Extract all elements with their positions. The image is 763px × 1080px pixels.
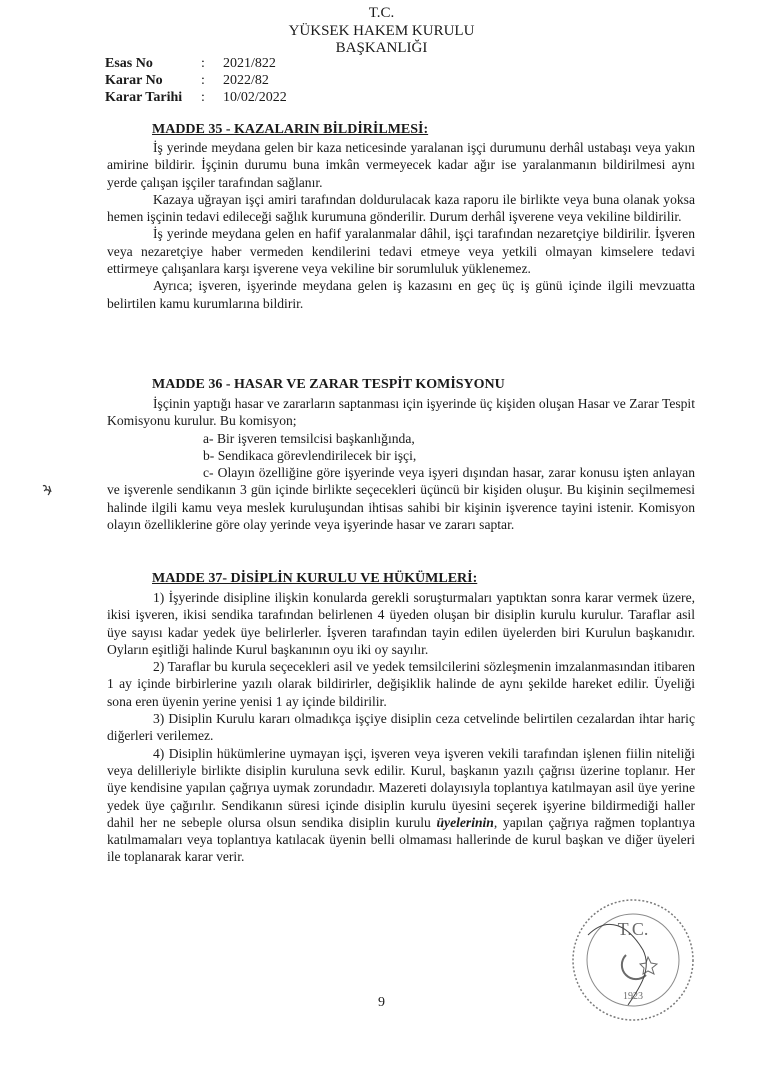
header-department: BAŞKANLIĞI [335,40,428,56]
stamp-text-tc: T.C. [617,919,649,939]
article-35-paragraph-1: İş yerinde meydana gelen bir kaza neticesinde yaralanan işçi durumunu derhâl ustabaşı veya yakın amirine bildirir. İşçinin durumu buna imkân vermeyecek kadar ağır ise yaralanmanın bildirilmesi aynı yerde çalışan işçiler tarafından sağlanır. [107,140,695,190]
decision-date-row: Karar Tarihi : 10/02/2022 [105,90,287,105]
article-37-paragraph-1: 1) İşyerinde disipline ilişkin konularda gerekli soruşturmaları yaptıktan sonra karar vermek üzere, ikisi işveren, ikisi sendika tarafından belirlenen 4 üyeden oluşan bir disiplin kurulu kurulur. Taraflar asil üye sayısı kadar yedek üye belirlerler. İşveren tarafından tayin edilen üyelerden biri Kurulun başkanıdır. Oyların eşitliği halinde Kurul başkanının oyu iki oy sayılır. [107,590,695,657]
article-37-paragraph-4-part-1: 4) Disiplin hükümlerine uymayan işçi, işveren veya işveren vekili tarafından işlenen fiilin niteliği veya delilleriyle birlikte disiplin kuruluna sevk edilir. Kurul, başkanın yazılı çağrısı üzerine toplanır. Her üye kendisine yapılan çağrıya uymak zorundadır. Mazereti dolayısıyla toplantıya katılmayan asil üye yerine yedek üye çağırılır. Sendikanın süresi içinde disiplin kurulu üyesini seçerek işyerine bildirmediği haller dahil her ne sebeple olursa olsun sendika disiplin kurulu [107,745,695,830]
article-36-title: MADDE 36 - HASAR VE ZARAR TESPİT KOMİSYONU [152,377,505,392]
article-37-paragraph-4-part-2: , yapılan çağrıya rağmen toplantıya katılmamaları veya toplantıya katılacak üyenin belli olmaması hallerinde de kurul başkan ve diğer üyeleri ile toplanarak karar verir. [107,814,696,865]
article-35-paragraph-3: İş yerinde meydana gelen en hafif yaralanmalar dâhil, işçi tarafından nezaretçiye bildirilir. İşveren veya nezaretçiye haber vermeden kendilerini tedavi etmeye veya yetkili olmayan kimselere tedavi ettirmeye çalışanlara karşı işverene veya vekiline bir sorumluluk yüklenemez. [107,226,695,277]
article-35-paragraph-4: Ayrıca; işveren, işyerinde meydana gelen iş kazasını en geç üç iş günü içinde ilgili mevzuatta belirtilen kamu kurumlarına bildirir. [107,278,695,311]
decision-number-value: 2022/82 [223,73,269,88]
article-36-paragraph-1: İşçinin yaptığı hasar ve zararların saptanması için işyerinde üç kişiden oluşan Hasar ve Zarar Tespit Komisyonu kurulur. Bu komisyon; [107,396,695,429]
header-tc: T.C. [368,5,395,21]
article-37-paragraph-3: 3) Disiplin Kurulu kararı olmadıkça işçiye disiplin ceza cetvelinde belirtilen cezalardan ihtar hariç diğerleri verilemez. [107,711,695,744]
article-37-paragraph-4 [107,745,695,866]
article-37-body [107,589,695,866]
decision-number-label: Karar No [105,73,163,88]
case-number-value: 2021/822 [223,56,276,71]
article-37-paragraph-2: 2) Taraflar bu kurula seçecekleri asil ve yedek temsilcilerini sözleşmenin imzalanmasından itibaren 1 ay içinde birbirlerine yazılı olarak bildirirler, değişiklik halinde de aynı şekilde hareket edilir. Üyeliği sona eren üyenin yerine yenisi 1 ay içinde bildirilir. [107,659,695,709]
article-37-emphasis: üyelerinin [436,814,494,830]
article-36-item-a: a- Bir işveren temsilcisi başkanlığında, [203,430,415,446]
case-number-row: Esas No : 2021/822 [105,56,276,71]
article-35-title: MADDE 35 - KAZALARIN BİLDİRİLMESİ: [152,122,429,137]
decision-number-row: Karar No : 2022/82 [105,73,269,88]
article-35-body [107,139,695,312]
article-36-body [107,395,695,533]
header-institution: YÜKSEK HAKEM KURULU [288,23,475,39]
decision-date-label: Karar Tarihi [105,90,183,105]
case-number-label: Esas No [105,56,153,71]
margin-initial-mark [40,483,54,497]
article-37-title: MADDE 37- DİSİPLİN KURULU VE HÜKÜMLERİ: [152,571,478,586]
article-36-item-b: b- Sendikaca görevlendirilecek bir işçi, [203,447,417,463]
page-number: 9 [378,995,385,1010]
decision-date-value: 10/02/2022 [223,90,287,105]
article-36-item-c: c- Olayın özelliğine göre işyerinde veya işyeri dışından hasar, zarar konusu işten anlayan ve işverenle sendikanın 3 gün içinde birlikte seçecekleri üçüncü bir kişiden oluşur. Bu kişinin seçilmemesi halinde ilgili kamu veya meslek kuruluşundan ihtisas sahibi bir kişinin işverence tayini istenir. Komisyon olayın özelliklerine göre olay yerinde veya işyerinde hasar ve zararı saptar. [107,465,695,533]
stamp-year: 1923 [623,991,643,1002]
article-35-paragraph-2: Kazaya uğrayan işçi amiri tarafından doldurulacak kaza raporu ile birlikte veya buna olanak yoksa hemen işçinin tedavi edileceği sağlık kurumuna gönderilir. Durum derhâl işverene veya vekiline bildirilir. [107,191,695,225]
